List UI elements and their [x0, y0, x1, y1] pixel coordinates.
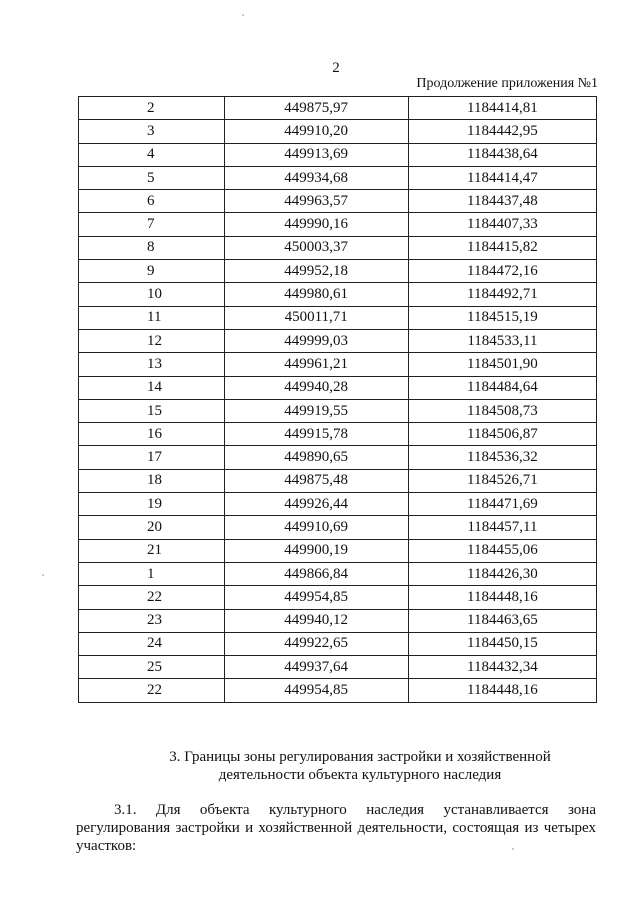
- y-coordinate-cell: 1184506,87: [408, 423, 596, 446]
- y-coordinate-cell: 1184492,71: [408, 283, 596, 306]
- x-coordinate-cell: 449952,18: [224, 260, 408, 283]
- point-number-cell: 15: [79, 399, 225, 422]
- x-coordinate-cell: 449961,21: [224, 353, 408, 376]
- x-coordinate-cell: 449954,85: [224, 679, 408, 702]
- x-coordinate-cell: 449963,57: [224, 190, 408, 213]
- point-number-cell: 1: [79, 562, 225, 585]
- table-row: [79, 236, 597, 259]
- y-coordinate-cell: 1184471,69: [408, 493, 596, 516]
- y-coordinate-cell: 1184455,06: [408, 539, 596, 562]
- table-row: [79, 260, 597, 283]
- y-coordinate-cell: 1184484,64: [408, 376, 596, 399]
- y-coordinate-cell: 1184414,81: [408, 97, 596, 120]
- table-row: [79, 143, 597, 166]
- table-row: [79, 516, 597, 539]
- x-coordinate-cell: 450003,37: [224, 236, 408, 259]
- y-coordinate-cell: 1184414,47: [408, 166, 596, 189]
- point-number-cell: 7: [79, 213, 225, 236]
- y-coordinate-cell: 1184448,16: [408, 679, 596, 702]
- point-number-cell: 14: [79, 376, 225, 399]
- y-coordinate-cell: 1184472,16: [408, 260, 596, 283]
- y-coordinate-cell: 1184457,11: [408, 516, 596, 539]
- table-row: [79, 539, 597, 562]
- y-coordinate-cell: 1184438,64: [408, 143, 596, 166]
- point-number-cell: 25: [79, 656, 225, 679]
- x-coordinate-cell: 449940,12: [224, 609, 408, 632]
- x-coordinate-cell: 449926,44: [224, 493, 408, 516]
- point-number-cell: 22: [79, 679, 225, 702]
- section-heading-line-1: 3. Границы зоны регулирования застройки и хозяйственной: [169, 749, 551, 765]
- point-number-cell: 21: [79, 539, 225, 562]
- x-coordinate-cell: 449890,65: [224, 446, 408, 469]
- x-coordinate-cell: 449980,61: [224, 283, 408, 306]
- table-row: [79, 120, 597, 143]
- x-coordinate-cell: 449919,55: [224, 399, 408, 422]
- point-number-cell: 17: [79, 446, 225, 469]
- y-coordinate-cell: 1184415,82: [408, 236, 596, 259]
- y-coordinate-cell: 1184501,90: [408, 353, 596, 376]
- point-number-cell: 4: [79, 143, 225, 166]
- table-row: [79, 213, 597, 236]
- x-coordinate-cell: 449866,84: [224, 562, 408, 585]
- table-row: [79, 446, 597, 469]
- x-coordinate-cell: 449934,68: [224, 166, 408, 189]
- point-number-cell: 11: [79, 306, 225, 329]
- scan-speck: [512, 848, 514, 850]
- point-number-cell: 9: [79, 260, 225, 283]
- y-coordinate-cell: 1184442,95: [408, 120, 596, 143]
- y-coordinate-cell: 1184426,30: [408, 562, 596, 585]
- y-coordinate-cell: 1184448,16: [408, 586, 596, 609]
- x-coordinate-cell: 449990,16: [224, 213, 408, 236]
- point-number-cell: 10: [79, 283, 225, 306]
- point-number-cell: 16: [79, 423, 225, 446]
- x-coordinate-cell: 450011,71: [224, 306, 408, 329]
- point-number-cell: 3: [79, 120, 225, 143]
- x-coordinate-cell: 449999,03: [224, 329, 408, 352]
- x-coordinate-cell: 449910,69: [224, 516, 408, 539]
- y-coordinate-cell: 1184533,11: [408, 329, 596, 352]
- paragraph-text: Для объекта культурного наследия устанавливается зона регулирования застройки и хозяйственной деятельности, состоящая из четырех участков:: [76, 802, 596, 854]
- table-row: [79, 609, 597, 632]
- appendix-note: Продолжение приложения №1: [416, 76, 598, 91]
- x-coordinate-cell: 449922,65: [224, 632, 408, 655]
- x-coordinate-cell: 449915,78: [224, 423, 408, 446]
- point-number-cell: 23: [79, 609, 225, 632]
- x-coordinate-cell: 449875,97: [224, 97, 408, 120]
- section-heading: [0, 748, 640, 784]
- x-coordinate-cell: 449940,28: [224, 376, 408, 399]
- point-number-cell: 12: [79, 329, 225, 352]
- table-row: [79, 632, 597, 655]
- x-coordinate-cell: 449954,85: [224, 586, 408, 609]
- table-row: [79, 562, 597, 585]
- table-row: [79, 376, 597, 399]
- table-row: [79, 306, 597, 329]
- y-coordinate-cell: 1184536,32: [408, 446, 596, 469]
- point-number-cell: 18: [79, 469, 225, 492]
- coordinates-table: [78, 96, 597, 703]
- coordinates-table-body: [79, 97, 597, 703]
- y-coordinate-cell: 1184508,73: [408, 399, 596, 422]
- point-number-cell: 8: [79, 236, 225, 259]
- point-number-cell: 2: [79, 97, 225, 120]
- x-coordinate-cell: 449875,48: [224, 469, 408, 492]
- y-coordinate-cell: 1184432,34: [408, 656, 596, 679]
- point-number-cell: 19: [79, 493, 225, 516]
- section-heading-line-2: деятельности объекта культурного наследия: [218, 767, 502, 783]
- point-number-cell: 6: [79, 190, 225, 213]
- y-coordinate-cell: 1184463,65: [408, 609, 596, 632]
- table-row: [79, 586, 597, 609]
- y-coordinate-cell: 1184450,15: [408, 632, 596, 655]
- table-row: [79, 679, 597, 702]
- scan-speck: [42, 574, 44, 576]
- x-coordinate-cell: 449913,69: [224, 143, 408, 166]
- table-row: [79, 469, 597, 492]
- point-number-cell: 13: [79, 353, 225, 376]
- y-coordinate-cell: 1184437,48: [408, 190, 596, 213]
- table-row: [79, 423, 597, 446]
- x-coordinate-cell: 449900,19: [224, 539, 408, 562]
- table-row: [79, 493, 597, 516]
- x-coordinate-cell: 449937,64: [224, 656, 408, 679]
- point-number-cell: 24: [79, 632, 225, 655]
- scan-speck: [242, 14, 244, 16]
- x-coordinate-cell: 449910,20: [224, 120, 408, 143]
- table-row: [79, 329, 597, 352]
- table-row: [79, 190, 597, 213]
- y-coordinate-cell: 1184515,19: [408, 306, 596, 329]
- y-coordinate-cell: 1184407,33: [408, 213, 596, 236]
- table-row: [79, 166, 597, 189]
- point-number-cell: 5: [79, 166, 225, 189]
- paragraph-3-1: [76, 801, 596, 855]
- table-row: [79, 97, 597, 120]
- table-row: [79, 656, 597, 679]
- table-row: [79, 283, 597, 306]
- y-coordinate-cell: 1184526,71: [408, 469, 596, 492]
- point-number-cell: 22: [79, 586, 225, 609]
- page-number: 2: [332, 60, 340, 76]
- table-row: [79, 399, 597, 422]
- table-row: [79, 353, 597, 376]
- paragraph-number: 3.1.: [114, 802, 137, 818]
- point-number-cell: 20: [79, 516, 225, 539]
